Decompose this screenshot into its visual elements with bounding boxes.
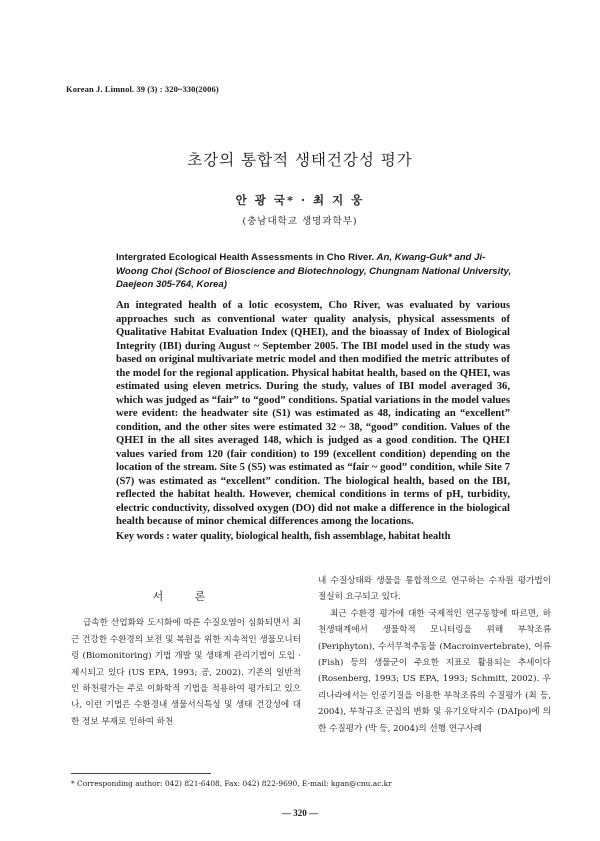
page-number: — 320 — <box>282 808 318 818</box>
english-authors-affiliation: An, Kwang-Guk* and Ji-Woong Choi (School of Bioscience and Biotechnology, Chungnam National University, Daejeon 305-764, Korea) <box>116 252 512 291</box>
body-paragraph: 최근 수환경 평가에 대한 국제적인 연구동향에 따르면, 하천생태계에서 생물학적 모니터링을 위해 부착조류 (Periphyton), 수서무척추동물 (Macroinvertebrate), 어류 (Fish) 등의 생물군이 주요한 지표로 활용되는 추세이다 (Rosenberg, 1993; US EPA, 1993; Schmitt, 2002). 우리나라에서는 인공기질을 이용한 부착조류의 수질평가 (최 등, 2004), 부착규조 군집의 변화 및 유기오탁지수 (DAIpo)에 의한 수질평가 (박 등, 2004)의 선행 연구사례 <box>318 608 551 734</box>
english-title-block <box>116 251 516 292</box>
abstract: An integrated health of a lotic ecosystem, Cho River, was evaluated by various approaches such as conventional water quality analysis, physical assessments of Qualitative Habitat Evaluation Index (QHEI), and the bioassay of Index of Biological Integrity (IBI) during August ~ September 2005. The IBI model used in the study was based on original multivariate metric model and then modified the metric attributes of the model for the regional application. Physical habitat health, based on the QHEI, was estimated using eleven metrics. During the study, values of IBI model averaged 36, which was judged as “fair” to “good” conditions. Spatial variations in the model values were evident: the headwater site (S1) was estimated as 48, indicating an “excellent” condition, and the other sites were estimated 32 ~ 38, “good” condition. Values of the QHEI in the all sites averaged 148, which is judged as a good condition. The QHEI values varied from 120 (fair condition) to 199 (excellent condition) depending on the location of the stream. Site 5 (S5) was estimated as “fair ~ good” condition, while Site 7 (S7) was estimated as “excellent” condition. The biological health, based on the IBI, reflected the habitat health. However, chemical conditions in terms of pH, turbidity, electric conductivity, dissolved oxygen (DO) did not make a difference in the biological health because of minor chemical differences among the locations. <box>116 300 510 527</box>
section-heading-introduction: 서 론 <box>152 590 220 603</box>
english-title: Intergrated Ecological Health Assessments in Cho River. <box>116 252 375 263</box>
authors: 안 광 국* · 최 지 웅 <box>235 193 365 207</box>
footnote-divider <box>71 773 211 774</box>
right-column <box>318 573 551 737</box>
footnote: * Corresponding author: 042) 821-6408, Fax: 042) 822-9690, E-mail: kgan@cnu.ac.kr <box>71 779 392 788</box>
affiliation: (충남대학교 생명과학부) <box>242 216 358 227</box>
body-paragraph: 급속한 산업화와 도시화에 따른 수질오염이 심화되면서 최근 건강한 수환경의 보전 및 복원을 위한 지속적인 생물모니터링 (Biomonitoring) 기법 개발 및 생태계 관리기법이 도입 · 제시되고 있다 (US EPA, 1993; 공, 2002). 기존의 일반적인 하천평가는 주로 이화학적 기법을 적용하여 평가되고 있으나, 이런 기법은 수환경내 생물서식특성 및 생태 건강성에 대한 정보 부재로 인하여 하천 <box>71 618 301 727</box>
body-paragraph: 내 수질상태와 생물을 통합적으로 연구하는 수자원 평가법이 절실히 요구되고 있다. <box>318 576 551 603</box>
keywords: Key words : water quality, biological health, fish assemblage, habitat health <box>116 531 451 542</box>
journal-reference: Korean J. Limnol. 39 (3) : 320~330(2006) <box>66 84 219 94</box>
left-column <box>71 573 301 730</box>
article-title-korean: 초강의 통합적 생태건강성 평가 <box>187 151 413 169</box>
